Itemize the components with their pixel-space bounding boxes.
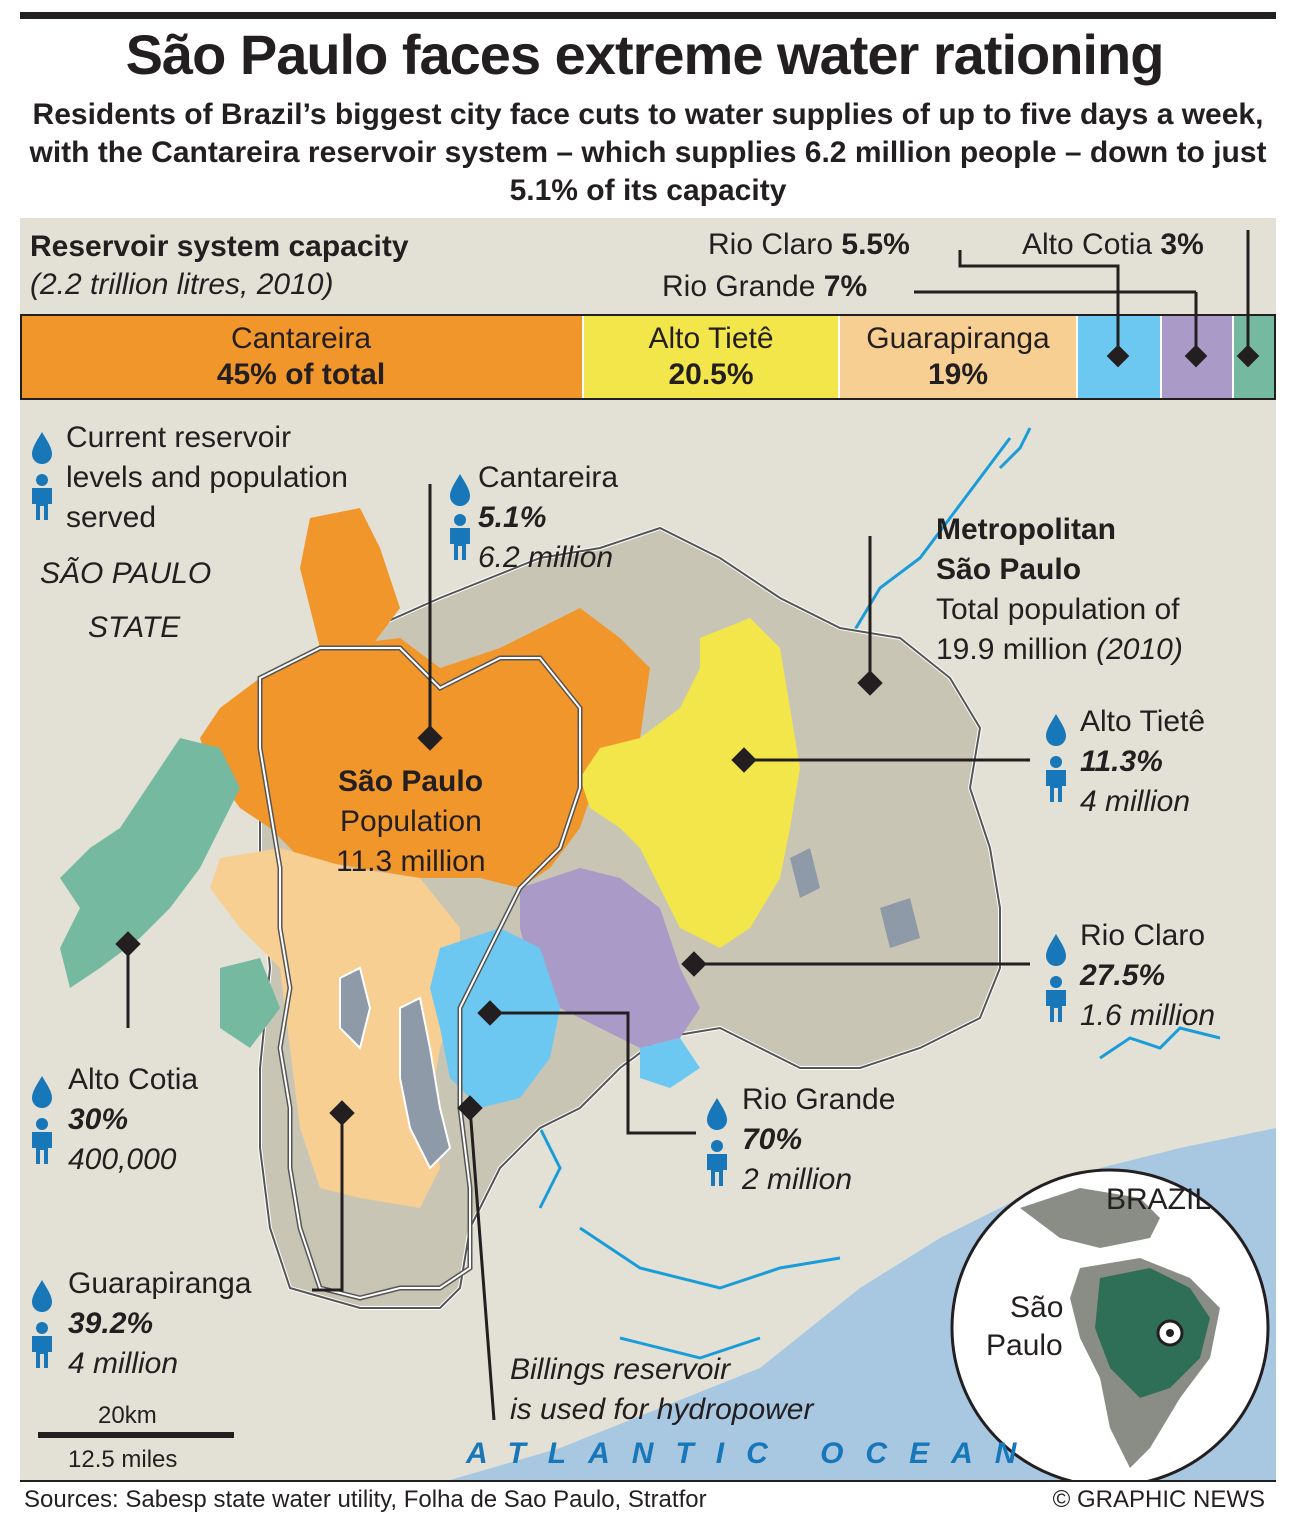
billings-line-2: is used for hydropower [510, 1393, 814, 1426]
rio-claro-level: 27.5% [1080, 959, 1166, 992]
segment-value: 45% of total [216, 358, 386, 391]
top-rule [20, 12, 1276, 19]
segment-value: 20.5% [668, 358, 754, 391]
cantareira-level: 5.1% [478, 501, 547, 534]
city-pop-label: Population [340, 805, 482, 838]
credit: © GRAPHIC NEWS [1052, 1486, 1265, 1513]
guarapiranga-population: 4 million [68, 1347, 179, 1380]
metro-pop-line-1: Total population of [936, 593, 1180, 626]
infographic-panel [20, 218, 1276, 1480]
scale-km: 20km [98, 1402, 157, 1429]
state-label-line-1: SÃO PAULO [40, 557, 212, 590]
alto-tiete-population: 4 million [1080, 785, 1191, 818]
locator-brazil: BRAZIL [1106, 1183, 1212, 1216]
capacity-subheading: (2.2 trillion litres, 2010) [30, 268, 334, 301]
subtitle: Residents of Brazil’s biggest city face cuts to water supplies of up to five days a week, with the Cantareira reservoir system – which supplies 6.2 million people – down to just 5.1% of its capacity [29, 98, 1267, 207]
scale-miles: 12.5 miles [68, 1446, 178, 1473]
capacity-leader-lines [20, 218, 1276, 400]
segment-label: Cantareira [230, 322, 372, 355]
page-title: São Paulo faces extreme water rationing [125, 23, 1164, 86]
guarapiranga-level: 39.2% [68, 1307, 154, 1340]
city-pop-value: 11.3 million [336, 845, 486, 878]
legend-line-1: Current reservoir [66, 421, 292, 454]
guarapiranga-name: Guarapiranga [68, 1267, 252, 1300]
city-name: São Paulo [338, 765, 484, 798]
legend-line-2: levels and population [66, 461, 348, 494]
capacity-heading: Reservoir system capacity [30, 230, 409, 263]
segment-label: Guarapiranga [866, 322, 1050, 355]
label-rio-claro-capacity: Rio Claro 5.5% [708, 228, 910, 261]
segment-label: Alto Tietê [648, 322, 774, 355]
bottom-rule [20, 1480, 1276, 1482]
sources: Sources: Sabesp state water utility, Folha de Sao Paulo, Stratfor [24, 1486, 707, 1513]
label-alto-cotia-capacity: Alto Cotia 3% [1022, 228, 1204, 261]
rio-claro-population: 1.6 million [1080, 999, 1216, 1032]
metro-name-line-2: São Paulo [936, 553, 1082, 586]
alto-tiete-level: 11.3% [1080, 745, 1163, 778]
rio-grande-population: 2 million [742, 1163, 853, 1196]
cantareira-population: 6.2 million [478, 541, 614, 574]
alto-cotia-population: 400,000 [68, 1143, 177, 1176]
rio-grande-name: Rio Grande [742, 1083, 896, 1116]
ocean-label: ATLANTIC OCEAN [466, 1437, 1039, 1470]
metro-name-line-1: Metropolitan [936, 513, 1116, 546]
segment-value: 19% [927, 358, 989, 391]
locator-city-line-1: São [1010, 1291, 1064, 1324]
cantareira-name: Cantareira [478, 461, 619, 494]
billings-line-1: Billings reservoir [510, 1353, 731, 1386]
locator-city-line-2: Paulo [986, 1329, 1063, 1362]
alto-cotia-level: 30% [68, 1103, 129, 1136]
state-label-line-2: STATE [88, 611, 181, 644]
label-rio-grande-capacity: Rio Grande 7% [662, 270, 868, 303]
rio-claro-name: Rio Claro [1080, 919, 1206, 952]
legend-line-3: served [66, 501, 157, 534]
rio-grande-level: 70% [742, 1123, 803, 1156]
alto-cotia-name: Alto Cotia [68, 1063, 199, 1096]
alto-tiete-name: Alto Tietê [1080, 705, 1206, 738]
metro-pop-line-2: 19.9 million (2010) [936, 633, 1183, 666]
